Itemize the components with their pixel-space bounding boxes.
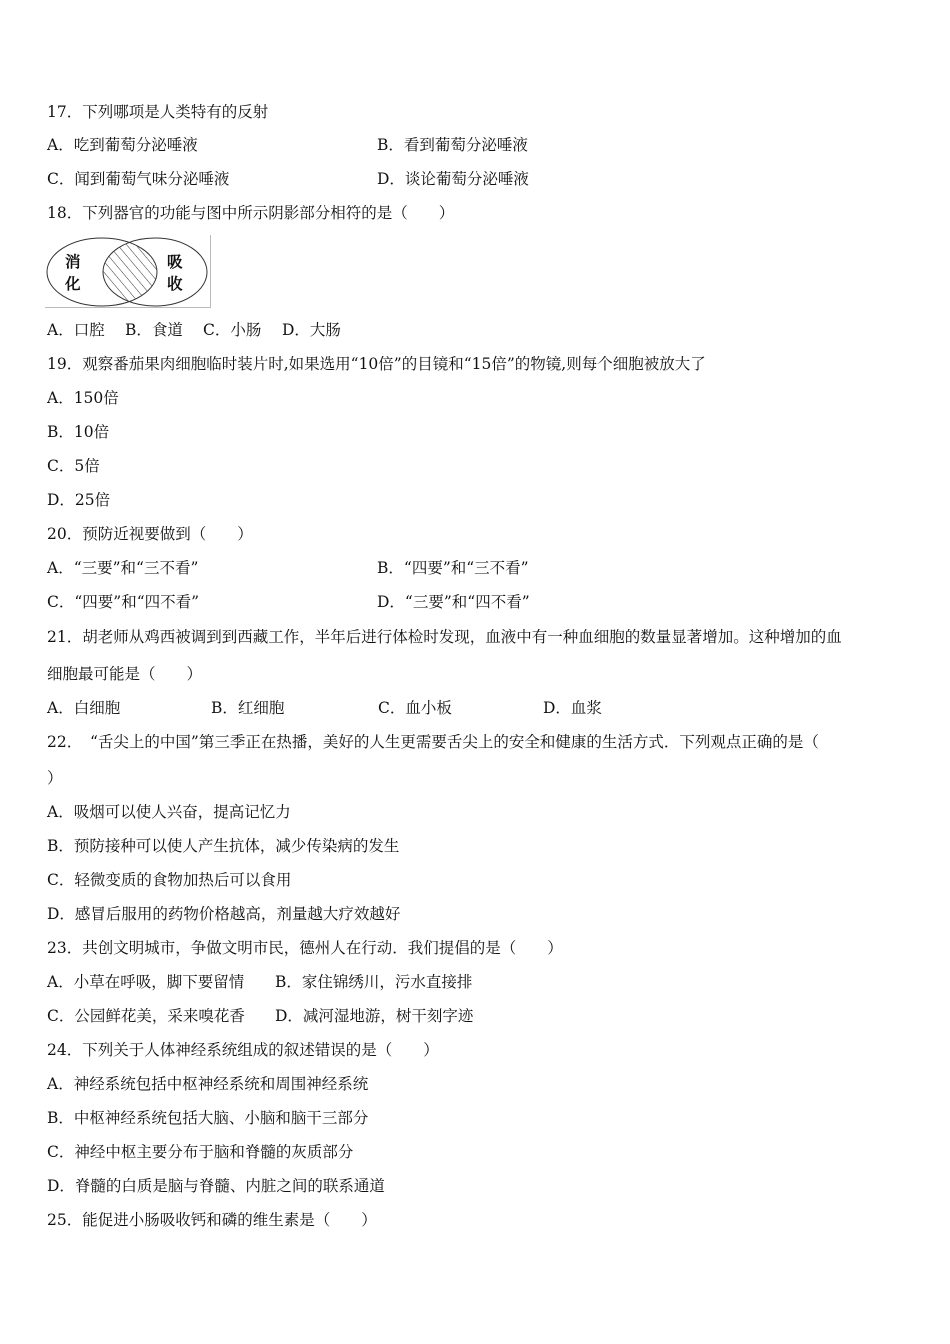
option-c: C．公园鲜花美，采来嗅花香 xyxy=(47,1007,245,1025)
question-stem: 17．下列哪项是人类特有的反射 xyxy=(47,103,269,121)
option-b: B．红细胞 xyxy=(211,699,285,717)
option-b: B．10倍 xyxy=(47,423,110,441)
question-stem: 18．下列器官的功能与图中所示阴影部分相符的是（ ） xyxy=(47,204,455,222)
option-c: C．5倍 xyxy=(47,457,100,475)
question-stem: 22． “舌尖上的中国”第三季正在热播，美好的人生更需要舌尖上的安全和健康的生活方式．下列观点正确的是（ xyxy=(47,733,819,751)
option-c: C．神经中枢主要分布于脑和脊髓的灰质部分 xyxy=(47,1143,354,1161)
venn-diagram xyxy=(45,235,211,308)
option-d: D．“三要”和“四不看” xyxy=(377,593,530,611)
option-c: C．闻到葡萄气味分泌唾液 xyxy=(47,170,230,188)
option-c: C．小肠 xyxy=(203,321,262,339)
option-d: D．感冒后服用的药物价格越高，剂量越大疗效越好 xyxy=(47,905,401,923)
option-d: D．大肠 xyxy=(282,321,341,339)
option-b: B．食道 xyxy=(125,321,183,339)
question-stem: 23．共创文明城市，争做文明市民，德州人在行动．我们提倡的是（ ） xyxy=(47,939,563,957)
option-b: B．中枢神经系统包括大脑、小脑和脑干三部分 xyxy=(47,1109,369,1127)
question-stem: 19．观察番茄果肉细胞临时装片时,如果选用“10倍”的目镜和“15倍”的物镜,则每个细胞被放大了 xyxy=(47,355,706,373)
option-c: C．血小板 xyxy=(378,699,452,717)
option-b: B．看到葡萄分泌唾液 xyxy=(377,136,528,154)
question-stem: 25．能促进小肠吸收钙和磷的维生素是（ ） xyxy=(47,1211,377,1229)
option-a: A．小草在呼吸，脚下要留情 xyxy=(47,973,245,991)
option-b: B．“四要”和“三不看” xyxy=(377,559,529,577)
question-stem: 21．胡老师从鸡西被调到到西藏工作，半年后进行体检时发现，血液中有一种血细胞的数量显著增加。这种增加的血 xyxy=(47,628,842,646)
option-c: C．轻微变质的食物加热后可以食用 xyxy=(47,871,292,889)
option-b: B．预防接种可以使人产生抗体，减少传染病的发生 xyxy=(47,837,400,855)
option-a: A．白细胞 xyxy=(47,699,121,717)
option-d: D．脊髓的白质是脑与脊髓、内脏之间的联系通道 xyxy=(47,1177,385,1195)
question-stem-continued: 细胞最可能是（ ） xyxy=(47,665,203,683)
option-a: A．神经系统包括中枢神经系统和周围神经系统 xyxy=(47,1075,369,1093)
option-a: A．口腔 xyxy=(47,321,105,339)
option-d: D．血浆 xyxy=(543,699,602,717)
option-a: A．150倍 xyxy=(47,389,119,407)
option-d: D．25倍 xyxy=(47,491,111,509)
question-stem-continued: ） xyxy=(47,769,63,787)
option-a: A．“三要”和“三不看” xyxy=(47,559,199,577)
option-a: A．吸烟可以使人兴奋，提高记忆力 xyxy=(47,803,291,821)
question-stem: 24．下列关于人体神经系统组成的叙述错误的是（ ） xyxy=(47,1041,439,1059)
option-c: C．“四要”和“四不看” xyxy=(47,593,200,611)
venn-right-label: 吸收 xyxy=(167,252,183,293)
option-a: A．吃到葡萄分泌唾液 xyxy=(47,136,198,154)
option-b: B．家住锦绣川，污水直接排 xyxy=(275,973,473,991)
question-stem: 20．预防近视要做到（ ） xyxy=(47,525,253,543)
option-d: D．谈论葡萄分泌唾液 xyxy=(377,170,529,188)
option-d: D．减河湿地游，树干刻字迹 xyxy=(275,1007,474,1025)
venn-left-label: 消化 xyxy=(65,252,81,293)
